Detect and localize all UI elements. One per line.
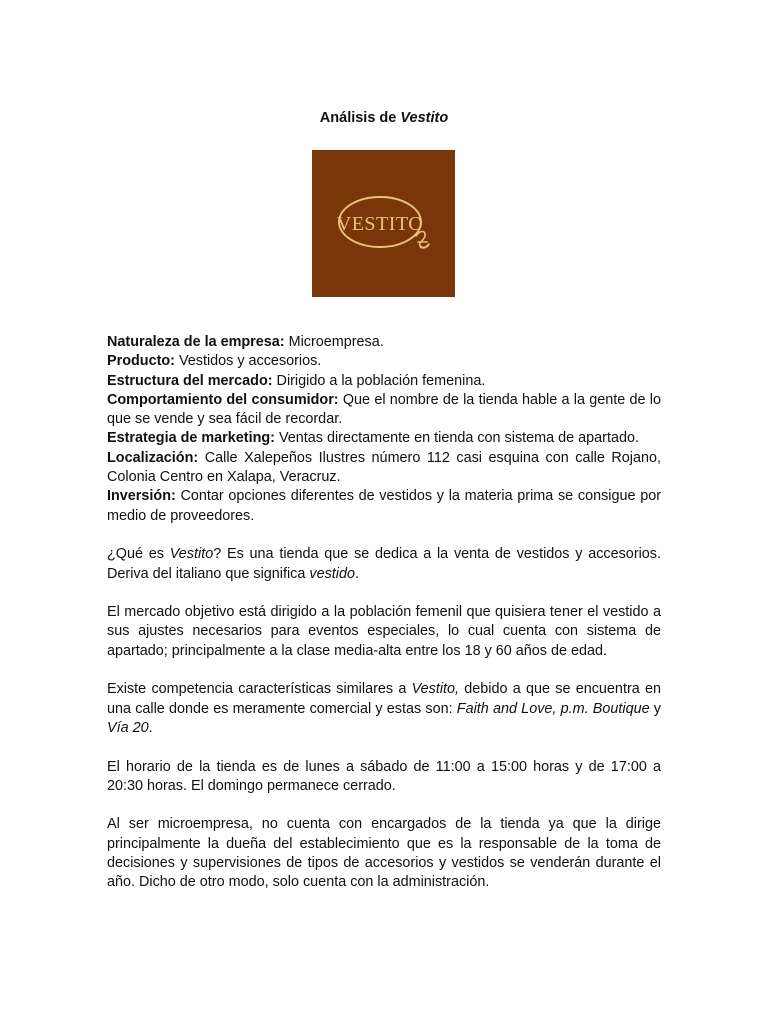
text-run: ? Es una tienda que se dedica a la venta de vestidos y accesorios. Deriva del italiano que significa (107, 546, 662, 582)
field-label: Comportamiento del consumidor: (107, 391, 339, 408)
field-localizacion (107, 449, 661, 488)
field-estructura (107, 372, 661, 391)
logo-text: VESTITO (336, 213, 424, 235)
paragraph-competencia (107, 680, 661, 738)
field-estrategia (107, 429, 661, 448)
paragraph-que-es (107, 545, 661, 584)
field-naturaleza (107, 333, 661, 352)
field-label: Localización: (107, 449, 199, 466)
text-run: debido a que se encuentra en una calle donde es meramente comercial y estas son: (107, 681, 661, 717)
field-value: Vestidos y accesorios. (174, 353, 322, 370)
text-run-italic: Faith and Love, p.m. Boutique (456, 700, 650, 717)
paragraph-mercado: El mercado objetivo está dirigido a la población femenil que quisiera tener el vestido a sus ajustes necesarios para eventos especiales, lo cual cuenta con sistema de apartado; principalmente a la clase media-alta entre los 18 y 60 años de edad. (107, 604, 661, 659)
field-label: Naturaleza de la empresa: (107, 334, 285, 350)
paragraph-spacer (107, 796, 661, 815)
field-value: Contar opciones diferentes de vestidos y la materia prima se consigue por medio de proveedores. (107, 488, 661, 524)
field-label: Producto: (107, 353, 175, 370)
paragraph-spacer (107, 584, 661, 603)
field-value: Ventas directamente en tienda con sistema de apartado. (274, 430, 639, 447)
paragraph-spacer (107, 661, 661, 680)
field-label: Estructura del mercado: (107, 372, 273, 389)
paragraph-horario: El horario de la tienda es de lunes a sábado de 11:00 a 15:00 horas y de 17:00 a 20:30 horas. El domingo permanece cerrado. (107, 758, 661, 794)
field-label: Inversión: (107, 488, 176, 505)
title-brand: Vestito (400, 110, 449, 126)
paragraph-administracion: Al ser microempresa, no cuenta con encargados de la tienda ya que la dirige principalmente la dueña del establecimiento que es la responsable de la toma de decisiones y supervisiones de tipos de accesorios y vestidos se venderán durante el año. Dicho de otro modo, solo cuenta con la administración. (107, 816, 661, 891)
text-run-italic: Vestito, (411, 681, 460, 698)
text-run: ¿Qué es (107, 546, 170, 563)
field-value: Calle Xalepeños Ilustres número 112 casi esquina con calle Rojano, Colonia Centro en Xalapa, Veracruz. (107, 449, 661, 486)
text-run: y (649, 700, 661, 717)
text-run: . (148, 719, 153, 736)
document-body (107, 333, 661, 893)
field-inversion (107, 487, 661, 526)
text-run-italic: Vestito (169, 546, 214, 563)
field-value: Que el nombre de la tienda hable a la gente de lo que se vende y sea fácil de recordar. (107, 391, 661, 428)
page-title (0, 108, 768, 128)
text-run-italic: vestido (309, 565, 355, 582)
text-run: . (355, 565, 359, 582)
vestito-logo (312, 150, 455, 297)
paragraph-spacer (107, 738, 661, 757)
field-value: Microempresa. (284, 334, 384, 350)
text-run: Existe competencia características similares a (107, 681, 412, 698)
field-label: Estrategia de marketing: (107, 430, 275, 447)
field-value: Dirigido a la población femenina. (272, 372, 486, 389)
field-comportamiento (107, 391, 661, 430)
field-producto (107, 352, 661, 371)
text-run-italic: Vía 20 (107, 719, 149, 736)
logo-graphic (312, 150, 455, 297)
paragraph-spacer (107, 526, 661, 545)
title-prefix: Análisis de (319, 110, 401, 126)
